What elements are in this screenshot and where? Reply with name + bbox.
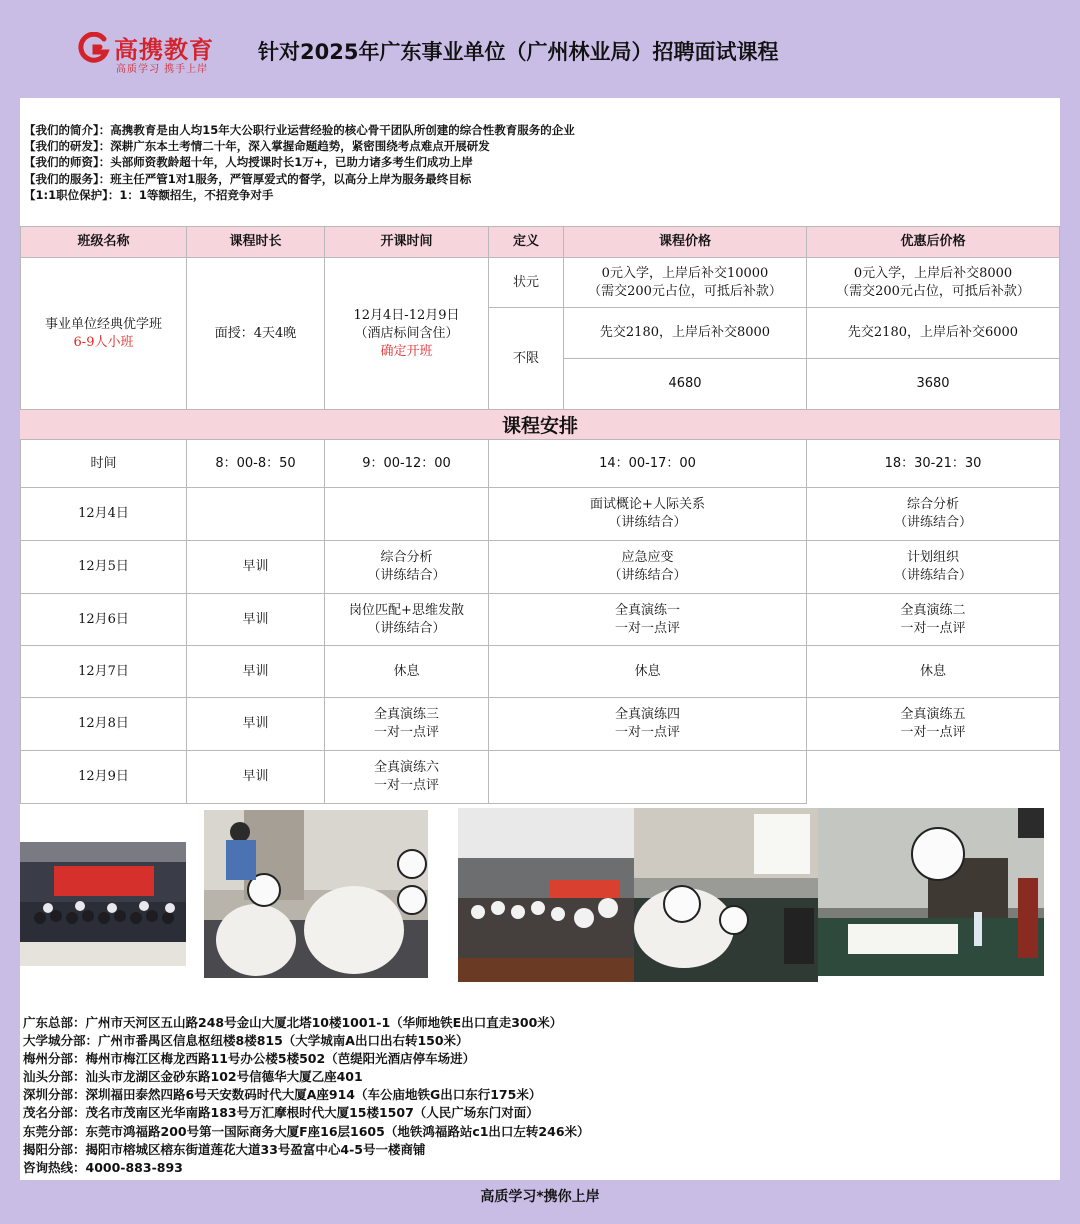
- schedule-morning: [187, 488, 325, 541]
- pricing-header-start: 开课时间: [325, 226, 489, 258]
- schedule-pm: [489, 594, 807, 646]
- definition-zhuangyuan: 状元: [489, 258, 564, 308]
- session-note: （讲练结合）: [893, 568, 972, 583]
- intro-section: [24, 122, 575, 203]
- address-line: 广东总部：广州市天河区五山路248号金山大厦北塔10楼1001-1（华师地铁E出口直走300米）: [23, 1015, 563, 1030]
- brand-slogan: 高质学习 携手上岸: [116, 64, 209, 75]
- practice-session-photo: [634, 808, 818, 982]
- schedule-date: 12月6日: [20, 594, 187, 646]
- session-note: （讲练结合）: [608, 515, 687, 530]
- schedule-am: [325, 751, 489, 804]
- session-note: 一对一点评: [614, 620, 680, 636]
- schedule-date: 12月4日: [20, 488, 187, 541]
- discount-buxian-full: 3680: [807, 359, 1060, 410]
- address-line: 大学城分部：广州市番禺区信息枢纽楼8楼815（大学城南A出口出右转150米）: [23, 1033, 469, 1049]
- one-on-one-coaching-photo: [818, 808, 1044, 976]
- intro-line: 【我们的研发】：深耕广东本土考情二十年，深入掌握命题趋势，紧密围绕考点难点开展研发: [24, 139, 490, 154]
- pricing-header-duration: 课程时长: [187, 226, 325, 258]
- schedule-header-slot1: 8：00-8：50: [187, 440, 325, 488]
- address-line: 茂名分部：茂名市茂南区光华南路183号万汇摩根时代大厦15楼1507（人民广场东门对面）: [23, 1105, 539, 1121]
- lecture-hall-photo: [458, 808, 634, 982]
- session-title: 全真演练二: [900, 602, 966, 618]
- schedule-am: [325, 698, 489, 751]
- address-line: 揭阳分部：揭阳市榕城区榕东街道莲花大道33号盈富中心4-5号一楼商铺: [23, 1141, 426, 1157]
- price-zhuangyuan-line: 0元入学，上岸后补交10000: [601, 265, 769, 281]
- session-title: 综合分析: [380, 550, 433, 565]
- discount-zhuangyuan-note: （需交200元占位，可抵后补款）: [836, 283, 1030, 299]
- schedule-pm: [489, 698, 807, 751]
- session-title: 全真演练六: [373, 760, 439, 775]
- definition-buxian: 不限: [489, 308, 564, 410]
- brand-logo[interactable]: [78, 30, 238, 74]
- schedule-header-slot4: 18：30-21：30: [807, 440, 1060, 488]
- session-title: 全真演练三: [373, 707, 439, 722]
- schedule-date: 12月8日: [20, 698, 187, 751]
- schedule-date: 12月5日: [20, 541, 187, 594]
- schedule-evening: [807, 541, 1060, 594]
- pricing-header-definition: 定义: [489, 226, 564, 258]
- session-note: （讲练结合）: [608, 568, 687, 583]
- price-buxian-installment: 先交2180，上岸后补交8000: [564, 308, 807, 359]
- schedule-evening: 休息: [807, 646, 1060, 698]
- schedule-pm: [489, 541, 807, 594]
- discount-zhuangyuan-line: 0元入学，上岸后补交8000: [853, 265, 1013, 281]
- schedule-title: 课程安排: [20, 410, 1060, 440]
- brand-logo-icon: [78, 32, 110, 64]
- schedule-evening: [807, 698, 1060, 751]
- class-size: 6-9人小班: [73, 334, 134, 350]
- schedule-header-slot2: 9：00-12：00: [325, 440, 489, 488]
- intro-line: 【我们的服务】：班主任严管1对1服务，严管厚爱式的督学，以高分上岸为服务最终目标: [24, 171, 472, 186]
- brand-name: 高携教育: [114, 36, 214, 64]
- session-title: 综合分析: [906, 497, 959, 512]
- schedule-am: [325, 594, 489, 646]
- confirmed-badge: 确定开班: [380, 343, 433, 359]
- session-note: 一对一点评: [614, 725, 680, 740]
- schedule-pm: 休息: [489, 646, 807, 698]
- schedule-morning: 早训: [187, 594, 325, 646]
- discount-buxian-installment: 先交2180，上岸后补交6000: [807, 308, 1060, 359]
- classroom-photos: [20, 806, 1060, 1006]
- schedule-date: 12月7日: [20, 646, 187, 698]
- session-note: 一对一点评: [900, 620, 966, 636]
- session-title: 计划组织: [906, 550, 959, 565]
- schedule-morning: 早训: [187, 698, 325, 751]
- intro-line: 【我们的简介】：高携教育是由人均15年大公职行业运营经验的核心骨干团队所创建的综合性教育服务的企业: [24, 123, 575, 137]
- schedule-header-slot3: 14：00-17：00: [489, 440, 807, 488]
- schedule-morning: 早训: [187, 541, 325, 594]
- class-name: 事业单位经典优学班: [44, 316, 162, 332]
- pricing-header-class: 班级名称: [20, 226, 187, 258]
- header: [0, 0, 1080, 98]
- hotline[interactable]: 咨询热线：4000-883-893: [23, 1159, 183, 1175]
- footer-slogan: 高质学习*携你上岸: [480, 1189, 600, 1205]
- start-date-cell: [325, 258, 489, 410]
- page-title: 针对2025年广东事业单位（广州林业局）招聘面试课程: [258, 40, 779, 64]
- schedule-header-time: 时间: [20, 440, 187, 488]
- session-note: （讲练结合）: [893, 515, 972, 530]
- schedule-pm: [489, 751, 807, 804]
- intro-line: 【1:1职位保护】：1：1等额招生，不招竞争对手: [24, 187, 274, 202]
- schedule-am: [325, 541, 489, 594]
- group-photo: [20, 842, 186, 966]
- schedule-date: 12月9日: [20, 751, 187, 804]
- branch-addresses: [23, 1014, 590, 1177]
- discount-zhuangyuan: [807, 258, 1060, 308]
- session-title: 全真演练一: [614, 602, 680, 618]
- schedule-evening: [807, 488, 1060, 541]
- session-note: （讲练结合）: [367, 620, 446, 636]
- intro-line: 【我们的师资】：头部师资教龄超十年，人均授课时长1万+，已助力诸多考生们成功上岸: [24, 155, 473, 170]
- session-note: （讲练结合）: [367, 568, 446, 583]
- schedule-am: 休息: [325, 646, 489, 698]
- start-dates: 12月4日-12月9日: [353, 307, 460, 323]
- session-title: 岗位匹配+思维发散: [349, 602, 464, 618]
- classroom-photo-discussion: [204, 810, 428, 978]
- session-note: 一对一点评: [373, 725, 439, 740]
- pricing-header-discount: 优惠后价格: [807, 226, 1060, 258]
- address-line: 东莞分部：东莞市鸿福路200号第一国际商务大厦F座16层1605（地铁鸿福路站c1出口左转246米）: [23, 1123, 590, 1139]
- session-note: 一对一点评: [900, 725, 966, 740]
- session-note: 一对一点评: [373, 778, 439, 793]
- schedule-pm: [489, 488, 807, 541]
- schedule-morning: 早训: [187, 646, 325, 698]
- schedule-am: [325, 488, 489, 541]
- class-name-cell: [20, 258, 187, 410]
- session-title: 全真演练四: [614, 707, 680, 722]
- content-panel: [20, 98, 1060, 1180]
- session-title: 面试概论+人际关系: [590, 497, 705, 512]
- price-zhuangyuan-note: （需交200元占位，可抵后补款）: [588, 283, 782, 299]
- hotel-note: （酒店标间含住）: [354, 325, 459, 341]
- address-line: 深圳分部：深圳福田泰然四路6号天安数码时代大厦A座914（车公庙地铁G出口东行175米）: [23, 1087, 542, 1103]
- address-line: 梅州分部：梅州市梅江区梅龙西路11号办公楼5楼502（芭缇阳光酒店停车场进）: [23, 1051, 476, 1067]
- session-title: 全真演练五: [900, 707, 966, 722]
- price-buxian-full: 4680: [564, 359, 807, 410]
- session-title: 应急应变: [621, 550, 674, 565]
- pricing-header-price: 课程价格: [564, 226, 807, 258]
- price-zhuangyuan: [564, 258, 807, 308]
- schedule-morning: 早训: [187, 751, 325, 804]
- address-line: 汕头分部：汕头市龙湖区金砂东路102号信德华大厦乙座401: [23, 1069, 363, 1085]
- duration-cell: 面授：4天4晚: [187, 258, 325, 410]
- schedule-evening: [807, 594, 1060, 646]
